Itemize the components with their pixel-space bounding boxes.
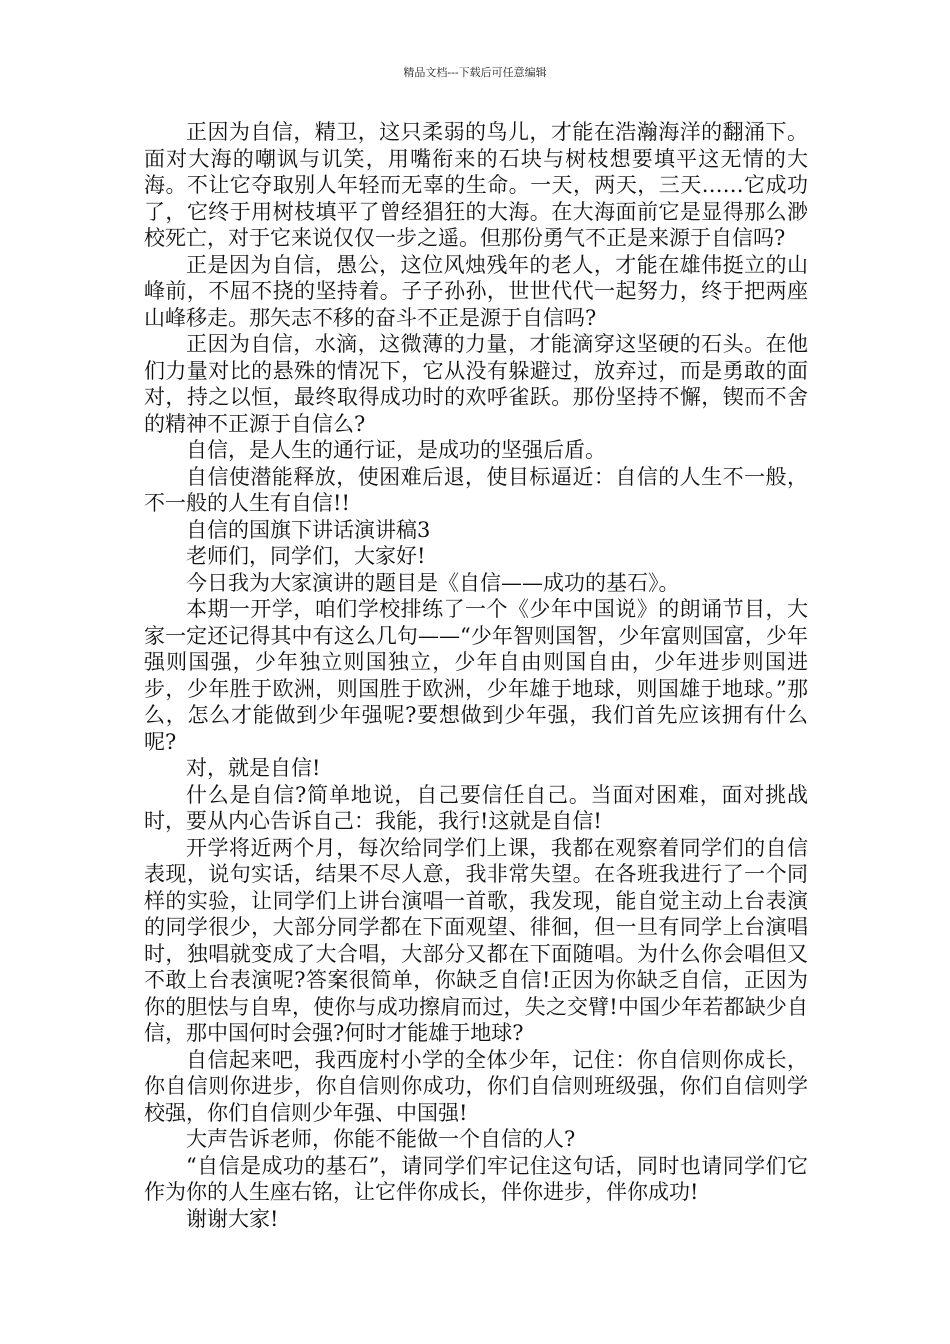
page-header: 精品文档---下载后可任意编辑 xyxy=(403,66,547,79)
paragraph-water-drop: 正因为自信，水滴，这微薄的力量，才能滴穿这坚硬的石头。在他们力量对比的悬殊的情况下，它从没有躲避过，放弃过，而是勇敢的面对，持之以恒，最终取得成功时的欢呼雀跃。那份坚持不懈，锲而不舍的精神不正源于自信么? xyxy=(144,332,808,436)
document-body xyxy=(144,119,808,1232)
paragraph-definition: 什么是自信?简单地说，自己要信任自己。当面对困难，面对挑战时，要从内心告诉自己：我能，我行!这就是自信! xyxy=(144,782,808,833)
paragraph-thanks: 谢谢大家! xyxy=(186,1206,279,1231)
paragraph-topic: 今日我为大家演讲的题目是《自信——成功的基石》。 xyxy=(186,570,680,595)
paragraph-question: 大声告诉老师，你能不能做一个自信的人? xyxy=(186,1127,576,1151)
paragraph-yugong: 正是因为自信，愚公，这位风烛残年的老人，才能在雄伟挺立的山峰前，不屈不挠的坚持着。子子孙孙，世世代代一起努力，终于把两座山峰移走。那矢志不移的奋斗不正是源于自信吗? xyxy=(144,252,808,330)
paragraph-young-china: 本期一开学，咱们学校排练了一个《少年中国说》的朗诵节目，大家一定还记得其中有这么几句——“少年智则国智，少年富则国富，少年强则国强，少年独立则国独立，少年自由则国自由，少年进步则国进步，少年胜于欧洲，则国胜于欧洲，少年雄于地球，则国雄于地球。”那么，怎么才能做到少年强呢?要想做到少年强，我们首先应该拥有什么呢? xyxy=(144,597,808,754)
speech-title: 自信的国旗下讲话演讲稿3 xyxy=(186,517,431,542)
paragraph-call-to-action: 自信起来吧，我西庞村小学的全体少年，记住：你自信则你成长，你自信则你进步，你自信则你成功，你们自信则班级强，你们自信则学校强，你们自信则少年强、中国强! xyxy=(144,1047,808,1125)
paragraph-observation: 开学将近两个月，每次给同学们上课，我都在观察着同学们的自信表现，说句实话，结果不尽人意，我非常失望。在各班我进行了一个同样的实验，让同学们上讲台演唱一首歌，我发现，能自觉主动上台表演的同学很少，大部分同学都在下面观望、徘徊，但一旦有同学上台演唱时，独唱就变成了大合唱，大部分又都在下面随唱。为什么你会唱但又不敢上台表演呢?答案很简单，你缺乏自信!正因为你缺乏自信，正因为你的胆怯与自卑，使你与成功擦肩而过，失之交臂!中国少年若都缺少自信，那中国何时会强?何时才能雄于地球? xyxy=(144,835,808,1045)
paragraph-passport: 自信，是人生的通行证，是成功的坚强后盾。 xyxy=(186,438,606,462)
paragraph-potential: 自信使潜能释放，使困难后退，使目标逼近：自信的人生不一般，不一般的人生有自信!! xyxy=(144,464,808,515)
paragraph-yes-confidence: 对，就是自信! xyxy=(186,756,321,780)
paragraph-jingwei: 正因为自信，精卫，这只柔弱的鸟儿，才能在浩瀚海洋的翻涌下。面对大海的嘲讽与讥笑，用嘴衔来的石块与树枝想要填平这无情的大海。不让它夺取别人年轻而无辜的生命。一天，两天，三天……它成功了，它终于用树枝填平了曾经猖狂的大海。在大海面前它是显得那么渺校死亡，对于它来说仅仅一步之遥。但那份勇气不正是来源于自信吗? xyxy=(144,120,808,250)
paragraph-motto: “自信是成功的基石”，请同学们牢记住这句话，同时也请同学们它作为你的人生座右铭，让它伴你成长，伴你进步，伴你成功! xyxy=(144,1153,808,1204)
paragraph-greeting: 老师们，同学们，大家好! xyxy=(186,544,426,568)
